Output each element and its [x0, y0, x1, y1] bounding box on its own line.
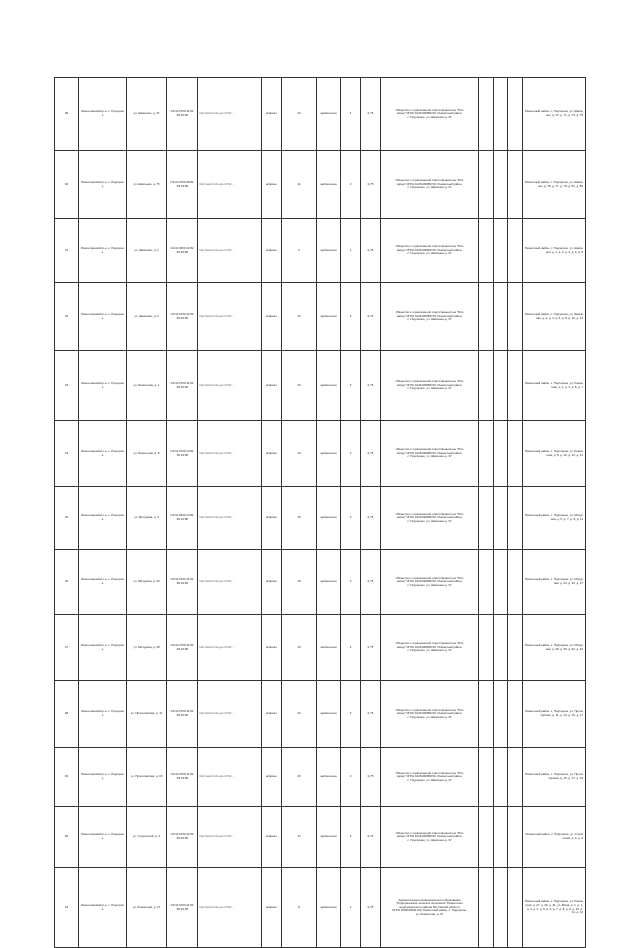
empty-cell — [494, 283, 508, 351]
container-count-cell: 3 — [341, 351, 361, 421]
cadastral-cell: СЗ:31:0700:11:82 :30:23:08 — [167, 868, 198, 948]
map-link-cell[interactable]: http://search.rcbe.gov.ru/?id=… — [198, 615, 262, 681]
empty-cell — [479, 283, 494, 351]
surface-cell: щебеночное — [317, 78, 341, 151]
table-row — [55, 550, 586, 615]
district-cell: Ремонтнинский р-н, с. Подгорное — [79, 550, 127, 615]
empty-cell — [479, 868, 494, 948]
owner-org-cell: Общество с ограниченной ответственностью "Юго запад" ОГРН 1026100959720, Ремонтный район, с. Подгорное, ул. Шевченко д. 37 — [381, 807, 479, 868]
district-cell: Ремонтнинский р-н, с. Подгорное — [79, 351, 127, 421]
served-addresses-cell: Ремонтный район, с. Подгорное, ул. Шевченко, д. 75, д. 77, д. 79, д. 81, д. 83 — [523, 151, 586, 219]
owner-org-cell: Общество с ограниченной ответственностью "Юго запад" ОГРН 1026100959720, Ремонтный район, с. Подгорное, ул. Шевченко д. 37 — [381, 219, 479, 283]
surface-cell: щебеночное — [317, 868, 341, 948]
container-count-cell: 1 — [341, 219, 361, 283]
owner-org-cell: Общество с ограниченной ответственностью "Юго запад" ОГРН 1026100959720, Ремонтный район, с. Подгорное, ул. Шевченко д. 37 — [381, 421, 479, 487]
served-addresses-cell: Ремонтный район, с. Подгорное, ул. Пролетарская, д. 15, д. 17, д. 19 — [523, 748, 586, 807]
empty-cell — [508, 550, 523, 615]
district-cell: Ремонтнинский р-н, с. Подгорное — [79, 151, 127, 219]
map-link-cell[interactable]: http://search.rcbe.gov.ru/?id=… — [198, 219, 262, 283]
area-cell: 18 — [282, 550, 317, 615]
row-number: 40 — [55, 151, 79, 219]
row-number: 50 — [55, 807, 79, 868]
empty-cell — [494, 219, 508, 283]
container-count-cell: 1 — [341, 868, 361, 948]
street-cell: ул. Ремонтная, д. 27 — [127, 868, 167, 948]
empty-cell — [508, 807, 523, 868]
volume-cell: 0,75 — [361, 151, 381, 219]
street-cell: ул. Шевченко, д. 1 — [127, 219, 167, 283]
row-number: 46 — [55, 550, 79, 615]
cadastral-cell: СЗ:31:0700:11:82 :30:23:08 — [167, 351, 198, 421]
surface-cell: щебеночное — [317, 283, 341, 351]
row-number: 49 — [55, 748, 79, 807]
empty-cell — [494, 487, 508, 550]
owner-org-cell: Общество с ограниченной ответственностью "Юго запад" ОГРН 1026100959720, Ремонтный район, с. Подгорное, ул. Шевченко д. 37 — [381, 681, 479, 748]
surface-cell: щебеночное — [317, 487, 341, 550]
container-count-cell: 3 — [341, 681, 361, 748]
empty-cell — [479, 615, 494, 681]
container-count-cell: 3 — [341, 487, 361, 550]
surface-cell: щебеночное — [317, 151, 341, 219]
volume-cell: 0,75 — [361, 681, 381, 748]
surface-cell: щебеночное — [317, 351, 341, 421]
empty-cell — [508, 615, 523, 681]
table-row — [55, 615, 586, 681]
map-link-cell[interactable]: http://search.rcbe.gov.ru/?id=… — [198, 748, 262, 807]
street-cell: ул. Шевченко, д. 37 — [127, 78, 167, 151]
empty-cell — [479, 748, 494, 807]
container-count-cell: 2 — [341, 151, 361, 219]
district-cell: Ремонтнинский р-н, с. Подгорное — [79, 681, 127, 748]
district-cell: Ремонтнинский р-н, с. Подгорное — [79, 748, 127, 807]
district-cell: Ремонтнинский р-н, с. Подгорное — [79, 807, 127, 868]
owner-org-cell: Общество с ограниченной ответственностью "Юго запад" ОГРН 1026100959720, Ремонтный район, с. Подгорное, ул. Шевченко д. 37 — [381, 78, 479, 151]
row-number: 47 — [55, 615, 79, 681]
district-cell: Ремонтнинский р-н, с. Подгорное — [79, 421, 127, 487]
cadastral-cell: СЗ:31:0700:11:82 :30:23:08 — [167, 283, 198, 351]
district-cell: Ремонтнинский р-н, с. Подгорное — [79, 78, 127, 151]
owner-org-cell: Администрация муниципального образования "Подгорненское сельское поселение" Ремонтного муниципального района Ростовской области ОГРН 1056135011700, Ремонтный район, с. Подгорное, ул. Ремонтная, д. 27 — [381, 868, 479, 948]
empty-cell — [508, 487, 523, 550]
street-cell: ул. Мичурина, д. 23 — [127, 550, 167, 615]
owner-org-cell: Общество с ограниченной ответственностью "Юго запад" ОГРН 1026100959720, Ремонтный район, с. Подгорное, ул. Шевченко д. 37 — [381, 615, 479, 681]
owner-org-cell: Общество с ограниченной ответственностью "Юго запад" ОГРН 1026100959720, Ремонтный район, с. Подгорное, ул. Шевченко д. 37 — [381, 151, 479, 219]
street-cell: ул. Строителей, д. 2 — [127, 807, 167, 868]
material-cell: асфальт — [262, 681, 282, 748]
empty-cell — [479, 78, 494, 151]
served-addresses-cell: Ремонтный район, с. Подгорное, ул. Шевченко, д. 37, д. 71, д. 73, д. 75 — [523, 78, 586, 151]
table-row — [55, 351, 586, 421]
material-cell: асфальт — [262, 219, 282, 283]
surface-cell: щебеночное — [317, 748, 341, 807]
volume-cell: 0,75 — [361, 78, 381, 151]
row-number: 45 — [55, 487, 79, 550]
empty-cell — [479, 351, 494, 421]
street-cell: ул. Ремонтная, д. 1 — [127, 351, 167, 421]
volume-cell: 0,75 — [361, 487, 381, 550]
cadastral-cell: СЗ:31:0700:11:82 :30:23:08 — [167, 748, 198, 807]
street-cell: ул. Шевченко, д. 75 — [127, 151, 167, 219]
cadastral-cell: СЗ:31:0700:28:82 :30:23:08 — [167, 151, 198, 219]
served-addresses-cell: Ремонтный район, с. Подгорное, ул. Строителей, д. 2, д. 4 — [523, 807, 586, 868]
container-count-cell: 2 — [341, 421, 361, 487]
empty-cell — [508, 748, 523, 807]
volume-cell: 0,75 — [361, 868, 381, 948]
owner-org-cell: Общество с ограниченной ответственностью "Юго запад" ОГРН 1026100959720, Ремонтный район, с. Подгорное, ул. Шевченко д. 37 — [381, 550, 479, 615]
empty-cell — [479, 487, 494, 550]
served-addresses-cell: Ремонтный район, с. Подгорное, ул. Ремонтная, д. 8, д. 10, д. 12, д. 14 — [523, 421, 586, 487]
empty-cell — [479, 807, 494, 868]
map-link-cell[interactable]: http://search.rcbe.gov.ru/?id=… — [198, 283, 262, 351]
empty-cell — [508, 283, 523, 351]
empty-cell — [508, 151, 523, 219]
container-count-cell: 3 — [341, 615, 361, 681]
container-count-cell: 4 — [341, 78, 361, 151]
material-cell: асфальт — [262, 868, 282, 948]
empty-cell — [508, 78, 523, 151]
area-cell: 4 — [282, 219, 317, 283]
table-body — [55, 78, 586, 948]
empty-cell — [479, 681, 494, 748]
area-cell: 11 — [282, 151, 317, 219]
row-number: 42 — [55, 283, 79, 351]
empty-cell — [508, 868, 523, 948]
material-cell: асфальт — [262, 351, 282, 421]
cadastral-cell: СЗ:31:0700:11:82 :30:23:08 — [167, 615, 198, 681]
served-addresses-cell: Ремонтный район, с. Подгорное, ул. Мичурина, д. 23, д. 25, д. 27 — [523, 550, 586, 615]
cadastral-cell: СЗ:31:0700:11:82 :30:23:08 — [167, 550, 198, 615]
material-cell: асфальт — [262, 487, 282, 550]
owner-org-cell: Общество с ограниченной ответственностью "Юго запад" ОГРН 1026100959720, Ремонтный район, с. Подгорное, ул. Шевченко д. 37 — [381, 283, 479, 351]
owner-org-cell: Общество с ограниченной ответственностью "Юго запад" ОГРН 1026100959720, Ремонтный район, с. Подгорное, ул. Шевченко д. 37 — [381, 487, 479, 550]
area-cell: 24 — [282, 78, 317, 151]
table-row — [55, 421, 586, 487]
map-link-cell[interactable]: http://search.rcbe.gov.ru/?id=… — [198, 550, 262, 615]
cadastral-cell: СЗ:31:0700:13:82 :30:23:08 — [167, 421, 198, 487]
empty-cell — [494, 550, 508, 615]
table-row — [55, 219, 586, 283]
served-addresses-cell: Ремонтный район, с. Подгорное, ул. Ремонтная, д. 27, д. 29, д. 31, ул. Мира, д. 1, д. 2, д. 3, д. 4, д. 5, д. 6, д. 7, д. 8, д. 9, д. 10, д. 11, д. 12 — [523, 868, 586, 948]
material-cell: асфальт — [262, 78, 282, 151]
row-number: 43 — [55, 351, 79, 421]
cadastral-cell: СЗ:31:0700:11:82 :30:23:08 — [167, 681, 198, 748]
area-cell: 22 — [282, 681, 317, 748]
street-cell: ул. Ремонтная, д. 8 — [127, 421, 167, 487]
district-cell: Ремонтнинский р-н, с. Подгорное — [79, 487, 127, 550]
registry-table — [54, 77, 586, 948]
material-cell: асфальт — [262, 421, 282, 487]
district-cell: Ремонтнинский р-н, с. Подгорное — [79, 615, 127, 681]
table-row — [55, 681, 586, 748]
district-cell: Ремонтнинский р-н, с. Подгорное — [79, 868, 127, 948]
map-link-cell[interactable]: http://search.rcbe.gov.ru/?id=… — [198, 487, 262, 550]
container-count-cell: 3 — [341, 748, 361, 807]
served-addresses-cell: Ремонтный район, с. Подгорное, ул. Шевченко, д. 2, д. 4, д. 6, д. 8, д. 10, д. 12 — [523, 283, 586, 351]
street-cell: ул. Мичурина, д. 5 — [127, 487, 167, 550]
volume-cell: 0,75 — [361, 807, 381, 868]
surface-cell: щебеночное — [317, 219, 341, 283]
empty-cell — [494, 807, 508, 868]
row-number: 51 — [55, 868, 79, 948]
cadastral-cell: СЗ:31:0700:11:82 :30:23:08 — [167, 78, 198, 151]
district-cell: Ремонтнинский р-н, с. Подгорное — [79, 219, 127, 283]
table-row — [55, 151, 586, 219]
street-cell: ул. Мичурина, д. 28 — [127, 615, 167, 681]
map-link-cell[interactable]: http://search.rcbe.gov.ru/?id=… — [198, 351, 262, 421]
district-cell: Ремонтнинский р-н, с. Подгорное — [79, 283, 127, 351]
container-count-cell: 3 — [341, 550, 361, 615]
empty-cell — [494, 78, 508, 151]
empty-cell — [494, 421, 508, 487]
map-link-cell[interactable]: http://search.rcbe.gov.ru/?id=… — [198, 807, 262, 868]
row-number: 41 — [55, 219, 79, 283]
surface-cell: щебеночное — [317, 681, 341, 748]
table-row — [55, 78, 586, 151]
street-cell: ул. Пролетарская, д. 15 — [127, 748, 167, 807]
empty-cell — [508, 351, 523, 421]
material-cell: асфальт — [262, 151, 282, 219]
served-addresses-cell: Ремонтный район, с. Подгорное, ул. Шевченко, д. 1, д. 2, д. 3, д. 4, д. 5 — [523, 219, 586, 283]
empty-cell — [508, 219, 523, 283]
empty-cell — [508, 681, 523, 748]
row-number: 39 — [55, 78, 79, 151]
table-row — [55, 487, 586, 550]
map-link-cell[interactable]: http://search.rcbe.gov.ru/?id=… — [198, 151, 262, 219]
area-cell: 16 — [282, 283, 317, 351]
empty-cell — [494, 748, 508, 807]
row-number: 48 — [55, 681, 79, 748]
surface-cell: щебеночное — [317, 550, 341, 615]
volume-cell: 0,75 — [361, 615, 381, 681]
map-link-cell[interactable]: http://search.rcbe.gov.ru/?id=… — [198, 681, 262, 748]
served-addresses-cell: Ремонтный район, с. Подгорное, ул. Мичурина, д. 28, д. 30, д. 32, д. 34 — [523, 615, 586, 681]
empty-cell — [494, 151, 508, 219]
empty-cell — [494, 615, 508, 681]
empty-cell — [508, 421, 523, 487]
document-page — [54, 77, 585, 948]
material-cell: асфальт — [262, 748, 282, 807]
volume-cell: 0,75 — [361, 550, 381, 615]
cadastral-cell: СЗ:31:0600:13:82 :30:22:98 — [167, 487, 198, 550]
material-cell: асфальт — [262, 615, 282, 681]
container-count-cell: 2 — [341, 807, 361, 868]
table-row — [55, 868, 586, 948]
material-cell: асфальт — [262, 807, 282, 868]
area-cell: 15 — [282, 487, 317, 550]
volume-cell: 0,75 — [361, 421, 381, 487]
area-cell: 12 — [282, 421, 317, 487]
surface-cell: щебеночное — [317, 615, 341, 681]
empty-cell — [479, 421, 494, 487]
empty-cell — [479, 151, 494, 219]
street-cell: ул. Пролетарская, д. 11 — [127, 681, 167, 748]
area-cell: 19 — [282, 615, 317, 681]
map-link-cell[interactable]: http://search.rcbe.gov.ru/?id=… — [198, 868, 262, 948]
surface-cell: щебеночное — [317, 807, 341, 868]
area-cell: 14 — [282, 807, 317, 868]
empty-cell — [479, 219, 494, 283]
owner-org-cell: Общество с ограниченной ответственностью "Юго запад" ОГРН 1026100959720, Ремонтный район, с. Подгорное, ул. Шевченко д. 37 — [381, 748, 479, 807]
street-cell: ул. Шевченко, д. 2 — [127, 283, 167, 351]
volume-cell: 0,75 — [361, 283, 381, 351]
material-cell: асфальт — [262, 283, 282, 351]
map-link-cell[interactable]: http://search.rcbe.gov.ru/?id=… — [198, 421, 262, 487]
empty-cell — [479, 550, 494, 615]
surface-cell: щебеночное — [317, 421, 341, 487]
volume-cell: 0,75 — [361, 748, 381, 807]
served-addresses-cell: Ремонтный район, с. Подгорное, ул. Ремонтная, д. 1, д. 3, д. 5, д. 7 — [523, 351, 586, 421]
table-row — [55, 807, 586, 868]
table-row — [55, 748, 586, 807]
empty-cell — [494, 351, 508, 421]
empty-cell — [494, 681, 508, 748]
area-cell: 20 — [282, 748, 317, 807]
cadastral-cell: СЗ:31:0700:11:82 :30:23:08 — [167, 807, 198, 868]
owner-org-cell: Общество с ограниченной ответственностью "Юго запад" ОГРН 1026100959720, Ремонтный район, с. Подгорное, ул. Шевченко д. 37 — [381, 351, 479, 421]
material-cell: асфальт — [262, 550, 282, 615]
volume-cell: 0,75 — [361, 219, 381, 283]
area-cell: 8 — [282, 868, 317, 948]
cadastral-cell: СЗ:31:0600:13:82 :30:22:98 — [167, 219, 198, 283]
empty-cell — [494, 868, 508, 948]
served-addresses-cell: Ремонтный район, с. Подгорное, ул. Пролетарская, д. 11, д. 13, д. 15, д. 17 — [523, 681, 586, 748]
volume-cell: 0,75 — [361, 351, 381, 421]
served-addresses-cell: Ремонтный район, с. Подгорное, ул. Мичурина, д. 5, д. 7, д. 9, д. 11 — [523, 487, 586, 550]
table-row — [55, 283, 586, 351]
row-number: 44 — [55, 421, 79, 487]
container-count-cell: 2 — [341, 283, 361, 351]
area-cell: 20 — [282, 351, 317, 421]
map-link-cell[interactable]: http://search.rcbe.gov.ru/?id=… — [198, 78, 262, 151]
